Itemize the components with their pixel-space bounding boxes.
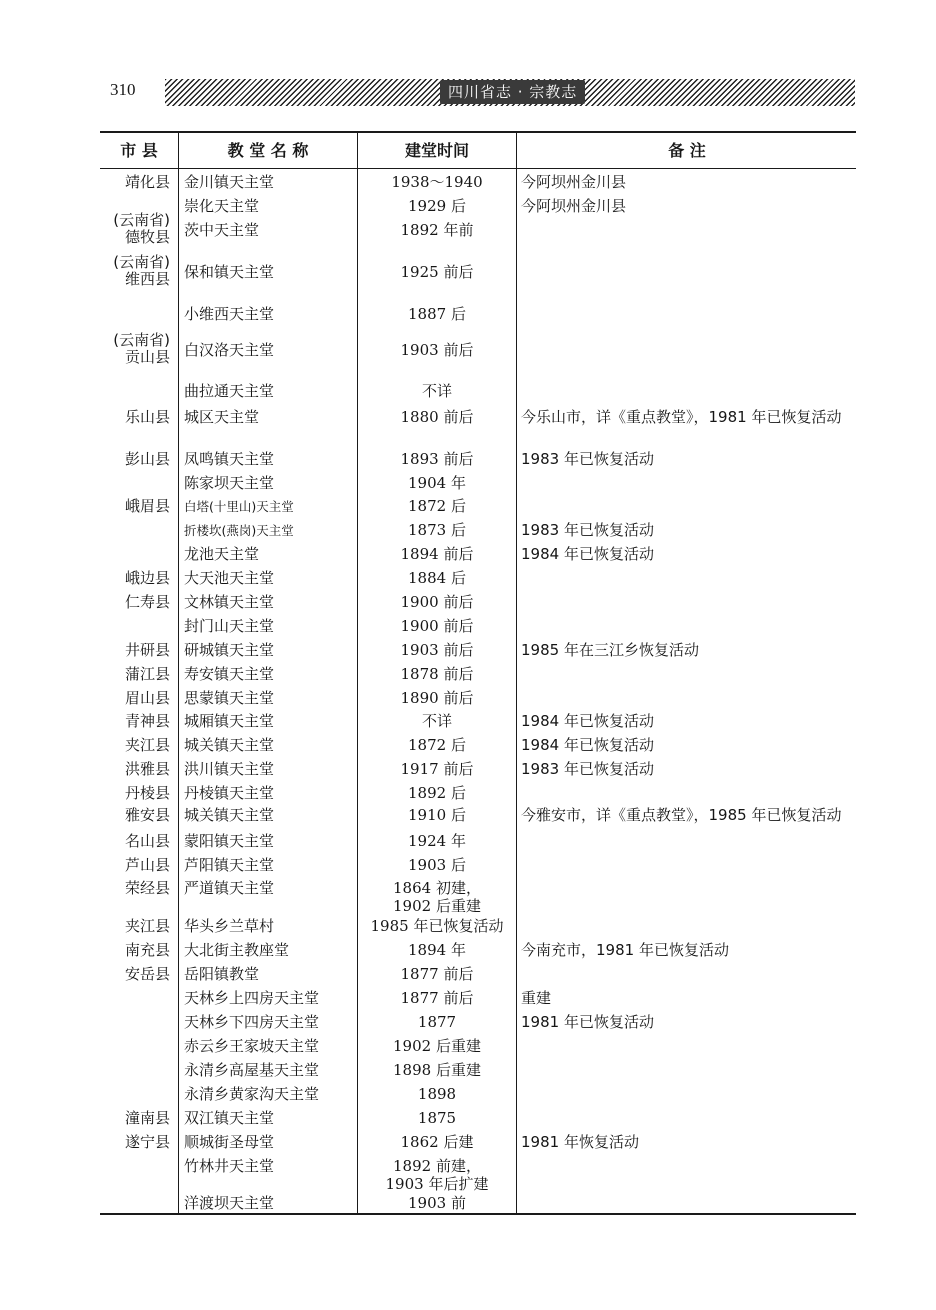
cell-church-name: 芦阳镇天主堂 (184, 856, 275, 874)
cell-build-time: 1938～1940 (391, 173, 483, 191)
header-time: 建堂时间 (404, 141, 469, 160)
cell-build-time: 1877 前后 (400, 989, 474, 1007)
cell-church-name: 曲拉通天主堂 (184, 382, 275, 400)
cell-church-name: 严道镇天主堂 (184, 879, 275, 897)
cell-county: 南充县 (124, 941, 170, 959)
cell-build-time: 1893 前后 (400, 450, 474, 468)
header-note: 备 注 (668, 141, 706, 160)
cell-note: 1981 年恢复活动 (521, 1133, 639, 1151)
cell-county: 丹棱县 (124, 784, 170, 802)
cell-build-time: 不详 (421, 382, 452, 400)
cell-build-time: 1924 年 (408, 832, 466, 850)
cell-build-time: 1903 后 (408, 856, 466, 874)
cell-church-name: 顺城街圣母堂 (184, 1133, 275, 1151)
cell-build-time: 1892 前建， 1903 年后扩建 (385, 1157, 489, 1193)
cell-church-name: 小维西天主堂 (184, 305, 275, 323)
cell-church-name: 永清乡高屋基天主堂 (184, 1061, 320, 1079)
cell-build-time: 1902 后重建 (393, 1037, 481, 1055)
cell-county: 仁寿县 (124, 593, 170, 611)
cell-church-name: 寿安镇天主堂 (184, 665, 275, 683)
cell-build-time: 1900 前后 (400, 617, 474, 635)
cell-church-name: 思蒙镇天主堂 (184, 689, 275, 707)
running-title: 四川省志 · 宗教志 (440, 80, 585, 104)
cell-church-name: 岳阳镇教堂 (184, 965, 260, 983)
cell-build-time: 不详 (421, 712, 452, 730)
table-top-rule (100, 131, 856, 133)
cell-church-name: 洪川镇天主堂 (184, 760, 275, 778)
header-church: 教 堂 名 称 (227, 141, 309, 160)
cell-church-name: 大北街主教座堂 (184, 941, 290, 959)
page-number: 310 (110, 80, 136, 99)
cell-church-name: 白汉洛天主堂 (184, 341, 275, 359)
cell-church-name: 竹林井天主堂 (184, 1157, 275, 1175)
cell-county: 井研县 (124, 641, 170, 659)
cell-note: 1984 年已恢复活动 (521, 545, 654, 563)
cell-church-name: 蒙阳镇天主堂 (184, 832, 275, 850)
cell-build-time: 1929 后 (408, 197, 466, 215)
cell-church-name: 洋渡坝天主堂 (184, 1194, 275, 1212)
cell-county: 彭山县 (124, 450, 170, 468)
cell-county: 芦山县 (124, 856, 170, 874)
column-divider (516, 132, 517, 1214)
cell-note: 1985 年在三江乡恢复活动 (521, 641, 699, 659)
cell-church-name: 崇化天主堂 (184, 197, 260, 215)
cell-build-time: 1877 (417, 1013, 457, 1031)
cell-county: (云南省) 维西县 (113, 253, 170, 288)
cell-church-name: 城区天主堂 (184, 408, 260, 426)
cell-county: (云南省) 德牧县 (113, 211, 170, 246)
cell-build-time: 1864 初建， 1902 后重建 (393, 879, 481, 915)
header-county: 市 县 (120, 141, 158, 160)
cell-note: 1983 年已恢复活动 (521, 521, 654, 539)
cell-build-time: 1875 (417, 1109, 457, 1127)
cell-county: 靖化县 (124, 173, 170, 191)
cell-note: 1984 年已恢复活动 (521, 736, 654, 754)
cell-church-name: 研城镇天主堂 (184, 641, 275, 659)
cell-build-time: 1880 前后 (400, 408, 474, 426)
cell-church-name: 龙池天主堂 (184, 545, 260, 563)
cell-church-name: 封门山天主堂 (184, 617, 275, 635)
cell-church-name: 天林乡下四房天主堂 (184, 1013, 320, 1031)
cell-build-time: 1872 后 (408, 736, 466, 754)
cell-note: 1984 年已恢复活动 (521, 712, 654, 730)
cell-church-name: 折楼坎(燕岗)天主堂 (184, 523, 294, 538)
cell-build-time: 1985 年已恢复活动 (370, 917, 504, 935)
cell-build-time: 1925 前后 (400, 263, 474, 281)
cell-note: 今阿坝州金川县 (521, 173, 627, 191)
cell-build-time: 1894 前后 (400, 545, 474, 563)
cell-county: 荣经县 (124, 879, 170, 897)
cell-note: 今南充市，1981 年已恢复活动 (521, 941, 729, 959)
cell-county: 夹江县 (124, 917, 170, 935)
cell-county: 青神县 (124, 712, 170, 730)
cell-build-time: 1903 前后 (400, 341, 474, 359)
cell-note: 1981 年已恢复活动 (521, 1013, 654, 1031)
cell-county: 峨边县 (124, 569, 170, 587)
cell-build-time: 1892 后 (408, 784, 466, 802)
cell-church-name: 城厢镇天主堂 (184, 712, 275, 730)
cell-county: 峨眉县 (124, 497, 170, 515)
cell-build-time: 1884 后 (408, 569, 466, 587)
cell-church-name: 城关镇天主堂 (184, 736, 275, 754)
cell-build-time: 1873 后 (408, 521, 466, 539)
cell-county: 眉山县 (124, 689, 170, 707)
cell-build-time: 1917 前后 (400, 760, 474, 778)
cell-county: 洪雅县 (124, 760, 170, 778)
cell-church-name: 保和镇天主堂 (184, 263, 275, 281)
cell-note: 今阿坝州金川县 (521, 197, 627, 215)
cell-church-name: 永清乡黄家沟天主堂 (184, 1085, 320, 1103)
cell-church-name: 陈家坝天主堂 (184, 474, 275, 492)
cell-county: 名山县 (124, 832, 170, 850)
cell-build-time: 1878 前后 (400, 665, 474, 683)
cell-county: 潼南县 (124, 1109, 170, 1127)
cell-build-time: 1872 后 (408, 497, 466, 515)
cell-county: 遂宁县 (124, 1133, 170, 1151)
cell-build-time: 1904 年 (408, 474, 466, 492)
cell-church-name: 文林镇天主堂 (184, 593, 275, 611)
table-bottom-rule (100, 1213, 856, 1215)
cell-church-name: 金川镇天主堂 (184, 173, 275, 191)
column-divider (178, 132, 179, 1214)
cell-county: (云南省) 贡山县 (113, 331, 170, 366)
cell-church-name: 丹棱镇天主堂 (184, 784, 275, 802)
cell-church-name: 赤云乡王家坡天主堂 (184, 1037, 320, 1055)
cell-build-time: 1890 前后 (400, 689, 474, 707)
table-header-rule (100, 168, 856, 169)
cell-church-name: 双江镇天主堂 (184, 1109, 275, 1127)
cell-county: 蒲江县 (124, 665, 170, 683)
cell-build-time: 1892 年前 (400, 221, 474, 239)
cell-church-name: 凤鸣镇天主堂 (184, 450, 275, 468)
cell-church-name: 白塔(十里山)天主堂 (184, 499, 294, 514)
cell-build-time: 1894 年 (408, 941, 466, 959)
cell-build-time: 1910 后 (408, 806, 466, 824)
cell-church-name: 城关镇天主堂 (184, 806, 275, 824)
cell-build-time: 1862 后建 (400, 1133, 474, 1151)
cell-church-name: 天林乡上四房天主堂 (184, 989, 320, 1007)
cell-build-time: 1903 前后 (400, 641, 474, 659)
cell-build-time: 1887 后 (408, 305, 466, 323)
cell-note: 今雅安市，详《重点教堂》，1985 年已恢复活动 (521, 806, 842, 824)
cell-church-name: 华头乡兰草村 (184, 917, 275, 935)
cell-church-name: 茨中天主堂 (184, 221, 260, 239)
cell-note: 重建 (521, 989, 552, 1007)
cell-county: 乐山县 (124, 408, 170, 426)
cell-note: 1983 年已恢复活动 (521, 450, 654, 468)
cell-note: 1983 年已恢复活动 (521, 760, 654, 778)
cell-church-name: 大天池天主堂 (184, 569, 275, 587)
cell-build-time: 1898 后重建 (393, 1061, 481, 1079)
cell-build-time: 1903 前 (408, 1194, 466, 1212)
cell-county: 雅安县 (124, 806, 170, 824)
cell-note: 今乐山市，详《重点教堂》，1981 年已恢复活动 (521, 408, 842, 426)
cell-build-time: 1898 (417, 1085, 457, 1103)
cell-county: 安岳县 (124, 965, 170, 983)
cell-county: 夹江县 (124, 736, 170, 754)
cell-build-time: 1877 前后 (400, 965, 474, 983)
cell-build-time: 1900 前后 (400, 593, 474, 611)
